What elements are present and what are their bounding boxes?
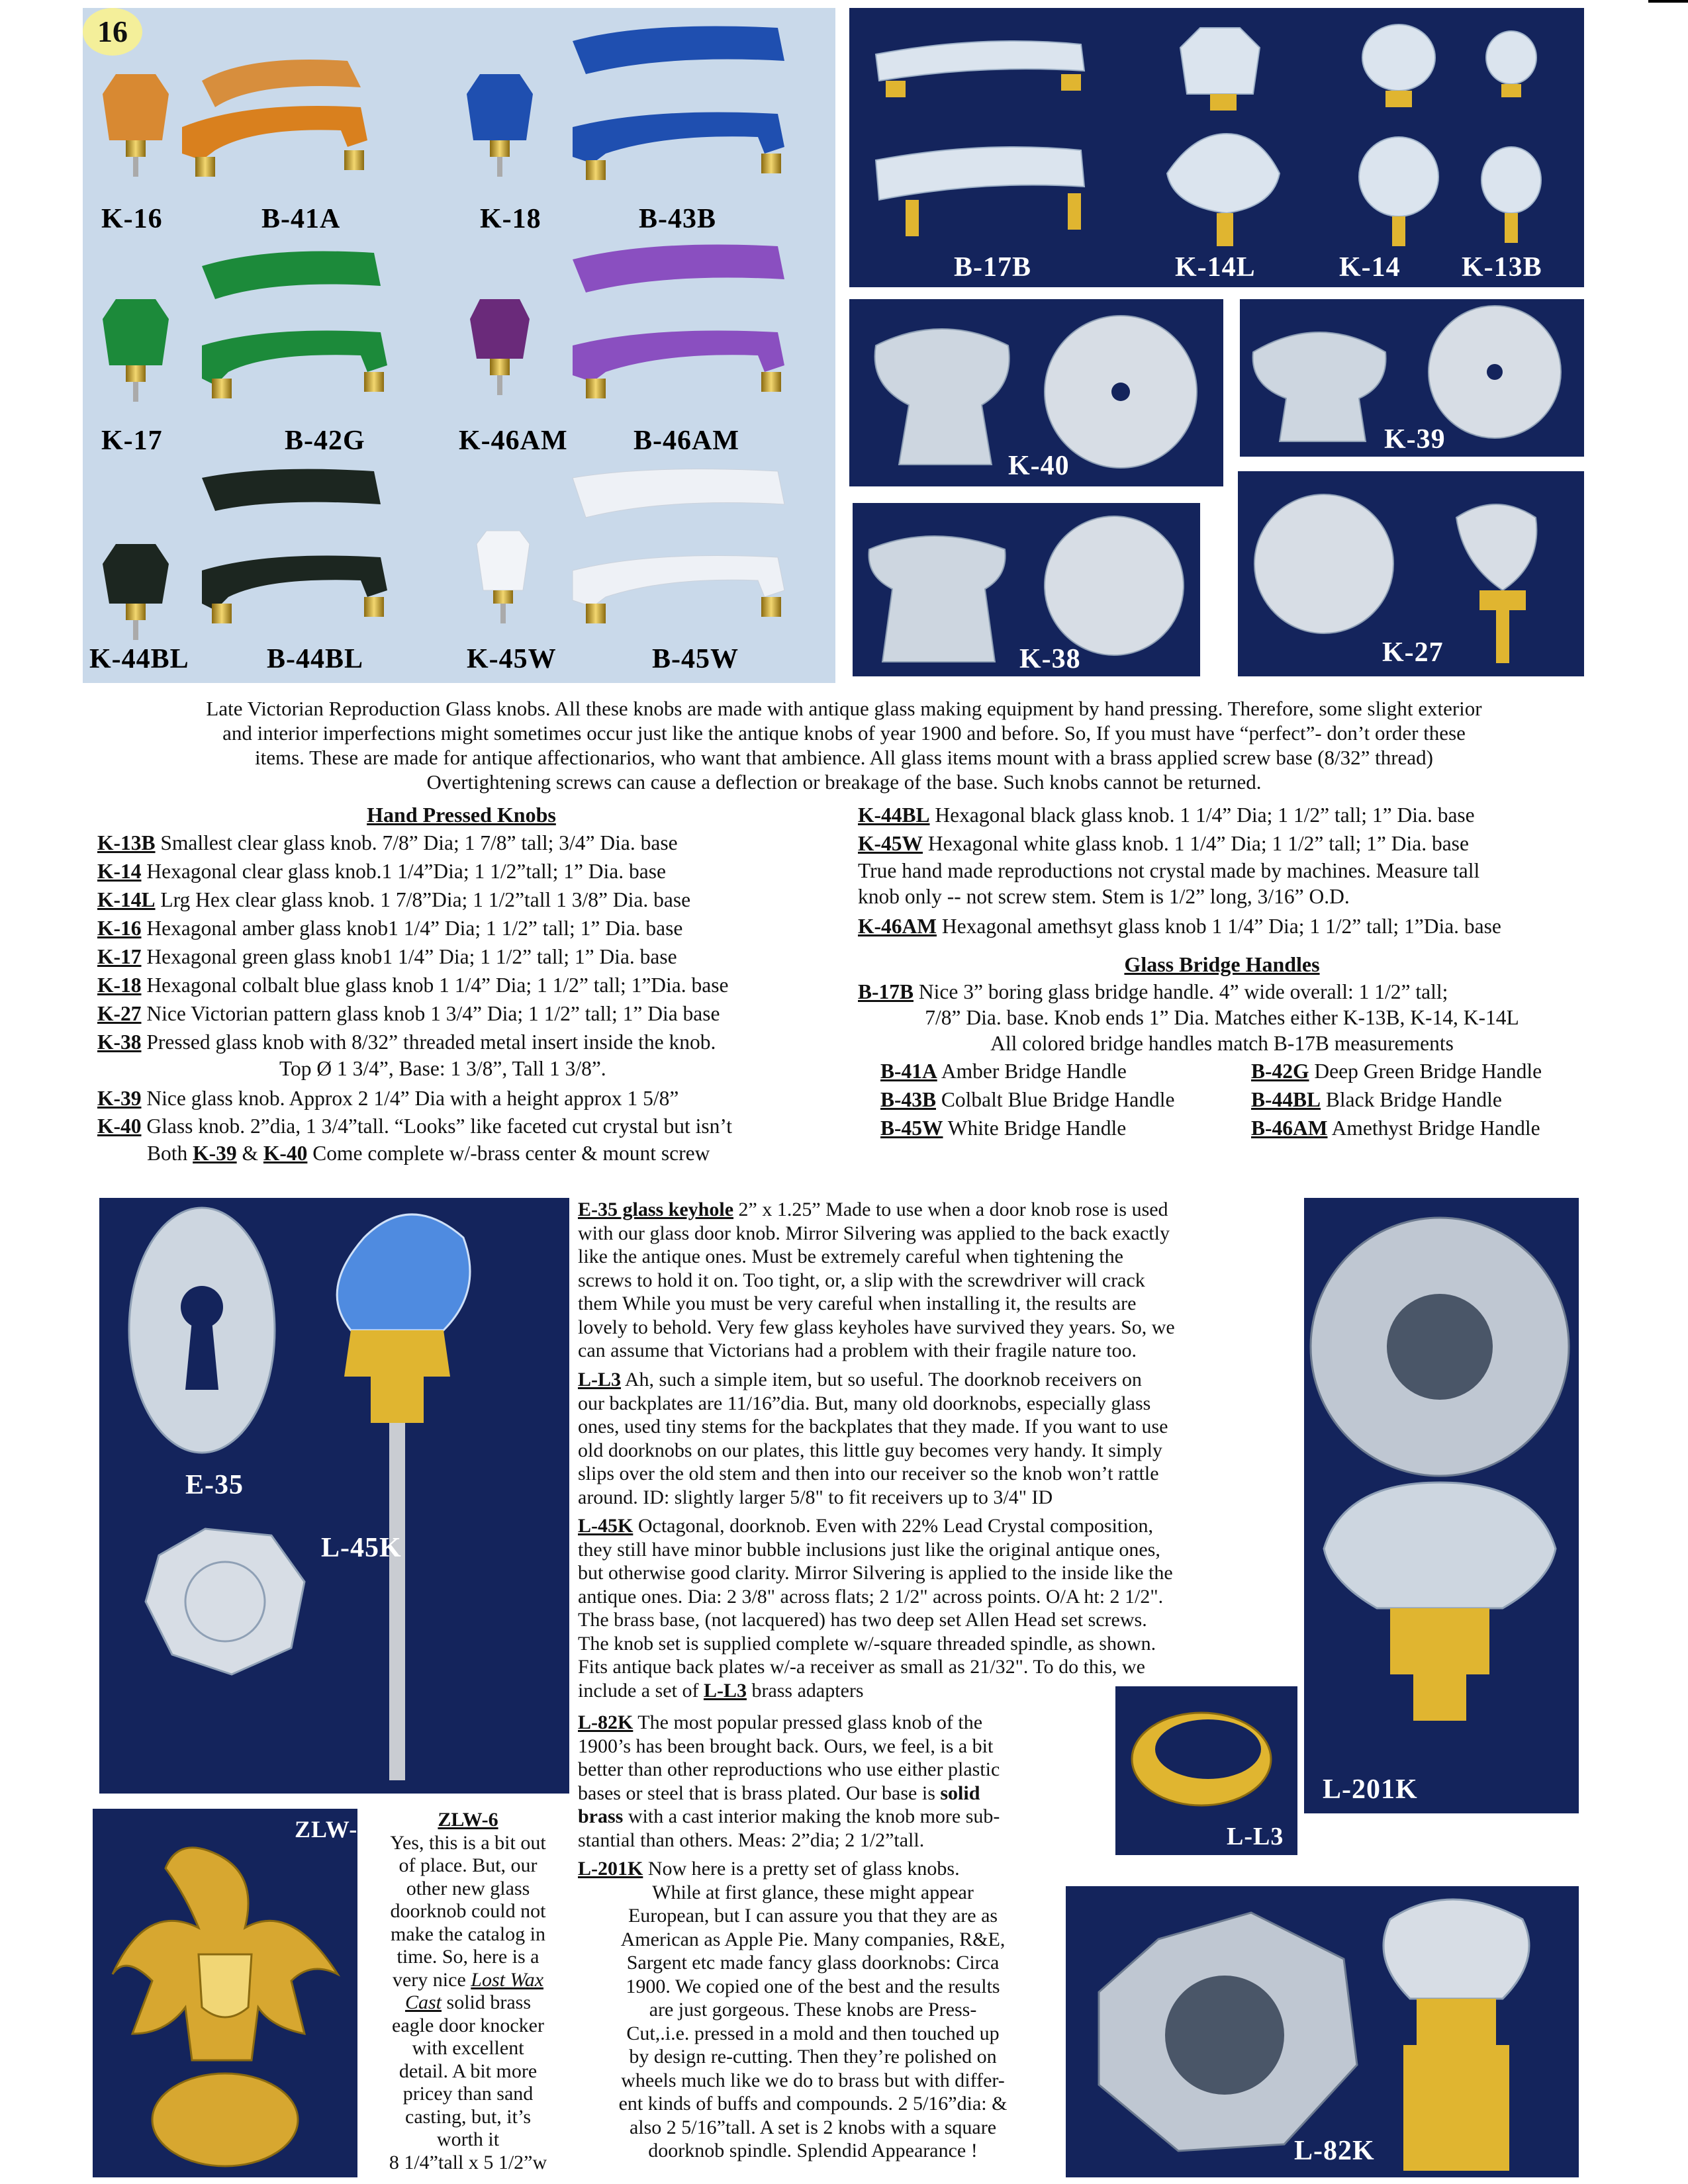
label-b44bl: B-44BL <box>267 644 364 674</box>
zlw6-heading: ZLW-6 <box>438 1809 498 1831</box>
label-b17b: B-17B <box>954 252 1032 283</box>
zlw6-line: very nice Lost Wax <box>392 1968 544 1991</box>
l45k-line: The knob set is supplied complete w/-square threaded spindle, as shown. <box>578 1632 1156 1655</box>
label-k18: K-18 <box>480 204 541 234</box>
e35-line: them While you must be very careful when installing it, the results are <box>578 1293 1137 1314</box>
zlw6-line: time. So, here is a <box>397 1946 539 1968</box>
bridge-handles-grid <box>858 1057 1599 1142</box>
bridge-handles-heading: Glass Bridge Handles <box>1124 952 1320 976</box>
colored-knobs-illustration <box>83 8 835 683</box>
ll3-line: old doorknobs on our plates, this little guy becomes very handy. It simply <box>578 1439 1162 1461</box>
b41a-handle-image <box>182 60 367 177</box>
label-b42g: B-42G <box>285 426 365 456</box>
b17b-line-2: 7/8” Dia. base. Knob ends 1” Dia. Matches either K-13B, K-14, K-14L <box>925 1006 1519 1029</box>
b17b-line-1: B-17B Nice 3” boring glass bridge handle. 4” wide overall: 1 1/2” tall; <box>858 980 1448 1003</box>
l82k-description <box>578 1711 1107 1852</box>
zlw6-line: doorknob could not <box>390 1900 546 1922</box>
e35-line: screws to hold it on. Too tight, or, a slip with the screwdriver will crack <box>578 1269 1145 1291</box>
label-k17: K-17 <box>101 426 163 456</box>
right-knobs-list <box>858 801 1599 1142</box>
l82k-line: better than other reproductions who use either plastic <box>578 1758 1000 1780</box>
list-item: K-40 Glass knob. 2”dia, 1 3/4”tall. “Looks” like faceted cut crystal but isn’t <box>97 1115 733 1138</box>
list-item: K-38 Pressed glass knob with 8/32” threaded metal insert inside the knob. <box>97 1030 716 1054</box>
label-k45w: K-45W <box>467 644 557 674</box>
list-item: B-43B Colbalt Blue Bridge Handle <box>880 1088 1175 1111</box>
l201k-line: also 2 5/16”tall. A set is 2 knobs with a square <box>629 2116 997 2138</box>
corner-mark <box>1648 0 1688 3</box>
e35-line: with our glass door knob. Mirror Silvering was applied to the back exactly <box>578 1222 1170 1244</box>
k39-panel <box>1240 299 1584 457</box>
list-item: K-14 Hexagonal clear glass knob.1 1/4”Dia; 1 1/2”tall; 1” Dia. base <box>97 860 666 883</box>
zlw6-line: pricey than sand <box>402 2083 534 2105</box>
label-ll3: L-L3 <box>1227 1823 1284 1850</box>
zlw6-line: of place. But, our <box>399 1854 538 1876</box>
b46am-handle-image <box>573 245 784 399</box>
label-k27: K-27 <box>1382 637 1444 668</box>
zlw6-line: Yes, this is a bit out <box>390 1831 546 1854</box>
e35-l45k-illustration <box>99 1198 569 1794</box>
label-b45w: B-45W <box>652 644 739 674</box>
zlw6-line: eagle door knocker <box>392 2014 544 2036</box>
intro-paragraph <box>99 696 1589 794</box>
label-e35: E-35 <box>185 1470 244 1500</box>
l201k-illustration <box>1304 1198 1579 1813</box>
l82k-line: bases or steel that is brass plated. Our base is solid <box>578 1782 980 1804</box>
label-b41a: B-41A <box>261 204 341 234</box>
zlw6-line: casting, but, it’s <box>405 2105 531 2128</box>
k27-panel <box>1238 471 1584 676</box>
clear-knobs-illustration <box>849 8 1584 287</box>
l82k-line: stantial than others. Meas: 2”dia; 2 1/2”tall. <box>578 1829 925 1851</box>
list-item: K-18 Hexagonal colbalt blue glass knob 1 1/4” Dia; 1 1/2” tall; 1”Dia. base <box>97 974 729 997</box>
e35-description <box>578 1198 1299 1363</box>
label-k39: K-39 <box>1384 424 1446 455</box>
list-item: K-39 Nice glass knob. Approx 2 1/4” Dia with a height approx 1 5/8” <box>97 1087 679 1110</box>
e35-line: lovely to behold. Very few glass keyholes have survived they years. So, we <box>578 1316 1175 1338</box>
list-note: True hand made reproductions not crystal made by machines. Measure tall <box>858 859 1480 882</box>
intro-line-4: Overtightening screws can cause a deflection or breakage of the base. Such knobs cannot be returned. <box>426 770 1262 794</box>
l201k-line: Cut,.i.e. pressed in a mold and then touched up <box>626 2022 1000 2044</box>
list-item: K-13B Smallest clear glass knob. 7/8” Dia; 1 7/8” tall; 3/4” Dia. base <box>97 831 678 854</box>
colored-knobs-panel <box>83 8 835 683</box>
l45k-line: they still have minor bubble inclusions just like the original antique ones, <box>578 1538 1160 1561</box>
l45k-line: antique ones. Dia: 2 3/8" across flats; 2 1/2" across points. O/A ht: 2 1/2". <box>578 1585 1164 1608</box>
label-k40: K-40 <box>1008 451 1070 481</box>
b44bl-handle-image <box>202 469 387 623</box>
page-number: 16 <box>83 8 142 56</box>
ll3-description <box>578 1368 1299 1509</box>
label-k38: K-38 <box>1019 644 1081 674</box>
ll3-line: slips over the old stem and then into our receiver so the knob won’t rattle <box>578 1463 1159 1484</box>
l201k-line: European, but I can assure you that they are as <box>628 1905 998 1927</box>
l82k-illustration <box>1066 1886 1579 2177</box>
zlw6-line: detail. A bit more <box>399 2060 538 2082</box>
zlw6-line: worth it <box>436 2128 500 2150</box>
e35-line-1: E-35 glass keyhole 2” x 1.25” Made to use when a door knob rose is used <box>578 1199 1168 1220</box>
b43b-handle-image <box>573 26 784 181</box>
ll3-line: around. ID: slightly larger 5/8" to fit receivers up to 3/4" ID <box>578 1486 1053 1508</box>
l201k-description <box>578 1857 1048 2163</box>
ll3-line-1: L-L3 Ah, such a simple item, but so useful. The doorknob receivers on <box>578 1369 1142 1390</box>
l201k-line-1: L-201K Now here is a pretty set of glass knobs. <box>578 1858 960 1880</box>
label-k44bl: K-44BL <box>89 644 189 674</box>
list-item: K-27 Nice Victorian pattern glass knob 1 3/4” Dia; 1 1/2” tall; 1” Dia base <box>97 1002 720 1025</box>
l45k-line: The brass base, (not lacquered) has two deep set Allen Head set screws. <box>578 1609 1147 1631</box>
ll3-line: ones, used tiny stems for the backplates that they made. If you want to use <box>578 1416 1168 1437</box>
l201k-line: While at first glance, these might appear <box>652 1881 974 1903</box>
label-b46am: B-46AM <box>633 426 739 456</box>
l82k-line: 1900’s has been brought back. Ours, we feel, is a bit <box>578 1735 994 1757</box>
l201k-line: wheels much like we do to brass but with differ- <box>621 2069 1005 2091</box>
l201k-line: ent kinds of buffs and compounds. 2 5/16”dia: & <box>618 2093 1008 2115</box>
k45w-knob-image <box>477 531 530 623</box>
k18-knob-image <box>467 74 533 177</box>
e35-line: like the antique ones. Must be extremely careful when tightening the <box>578 1246 1123 1267</box>
hand-pressed-heading: Hand Pressed Knobs <box>367 803 556 827</box>
zlw6-panel <box>93 1809 371 2177</box>
intro-line-3: items. These are made for antique affectionarios, who want that ambience. All glass items mount with a brass applied screw base (8/32” thread) <box>255 746 1433 769</box>
list-item: B-44BL Black Bridge Handle <box>1251 1088 1502 1111</box>
label-k14: K-14 <box>1339 252 1401 283</box>
zlw6-line: Cast solid brass <box>404 1991 532 2013</box>
zlw6-line: with excellent <box>412 2037 524 2059</box>
k16-knob-image <box>103 74 169 177</box>
zlw6-description <box>365 1809 571 2174</box>
l201k-line: doorknob spindle. Splendid Appearance ! <box>648 2140 978 2161</box>
l82k-panel <box>1066 1886 1579 2177</box>
intro-line-1: Late Victorian Reproduction Glass knobs. All these knobs are made with antique glass making equipment by hand pressing. Therefore, some slight exterior <box>206 697 1482 720</box>
list-item: K-16 Hexagonal amber glass knob1 1/4” Dia; 1 1/2” tall; 1” Dia. base <box>97 917 683 940</box>
list-item: B-42G Deep Green Bridge Handle <box>1251 1060 1542 1083</box>
label-l45k: L-45K <box>321 1533 402 1563</box>
list-item: K-46AM Hexagonal amethsyt glass knob 1 1/4” Dia; 1 1/2” tall; 1”Dia. base <box>858 915 1501 938</box>
l45k-line-last: include a set of L-L3 brass adapters <box>578 1679 864 1702</box>
label-zlw6: ZLW-6 <box>295 1816 371 1843</box>
l45k-line: but otherwise good clarity. Mirror Silvering is applied to the inside like the <box>578 1562 1173 1584</box>
l82k-line: brass with a cast interior making the knob more sub- <box>578 1805 1000 1827</box>
ll3-line: our backplates are 11/16”dia. But, many old doorknobs, especially glass <box>578 1392 1151 1414</box>
label-k16: K-16 <box>101 204 163 234</box>
l201k-line: Sargent etc made fancy glass doorknobs: Circa <box>626 1952 1000 1974</box>
l45k-line: Fits antique back plates w/-a receiver as small as 21/32". To do this, we <box>578 1656 1145 1678</box>
l82k-line-1: L-82K The most popular pressed glass knob of the <box>578 1711 983 1733</box>
list-item: K-44BL Hexagonal black glass knob. 1 1/4” Dia; 1 1/2” tall; 1” Dia. base <box>858 803 1475 827</box>
l201k-line: by design re-cutting. Then they’re polished on <box>629 2046 997 2068</box>
e35-l45k-panel <box>99 1198 569 1794</box>
ll3-panel <box>1115 1686 1297 1855</box>
k40-panel <box>849 299 1223 486</box>
list-item: K-14L Lrg Hex clear glass knob. 1 7/8”Dia; 1 1/2”tall 1 3/8” Dia. base <box>97 888 691 911</box>
list-item: K-17 Hexagonal green glass knob1 1/4” Dia; 1 1/2” tall; 1” Dia. base <box>97 945 677 968</box>
intro-line-2: and interior imperfections might sometimes occur just like the antique knobs of year 1900 and before. So, If you must have “perfect”- don’t order these <box>222 721 1466 745</box>
l201k-line: 1900. We copied one of the best and the results <box>626 1975 1000 1997</box>
list-item: B-41A Amber Bridge Handle <box>880 1060 1127 1083</box>
e35-line: can assume that Victorians had a problem with their fragile nature too. <box>578 1340 1137 1361</box>
l45k-description <box>578 1514 1299 1702</box>
clear-knobs-panel <box>849 8 1584 287</box>
label-k13b: K-13B <box>1462 252 1542 283</box>
list-item-cont: Top Ø 1 3/4”, Base: 1 3/8”, Tall 1 3/8”. <box>279 1057 606 1080</box>
label-b43b: B-43B <box>639 204 717 234</box>
b45w-handle-image <box>573 469 784 623</box>
list-item-both: Both K-39 & K-40 Come complete w/-brass center & mount screw <box>147 1142 710 1165</box>
list-note: knob only -- not screw stem. Stem is 1/2” long, 3/16” O.D. <box>858 885 1350 908</box>
label-l201k: L-201K <box>1323 1774 1418 1805</box>
k17-knob-image <box>103 299 169 402</box>
b17b-line-3: All colored bridge handles match B-17B measurements <box>990 1032 1454 1055</box>
zlw6-line: 8 1/4”tall x 5 1/2”w <box>389 2151 547 2173</box>
label-k14l: K-14L <box>1175 252 1256 283</box>
list-item: B-46AM Amethyst Bridge Handle <box>1251 1116 1540 1140</box>
label-k46am: K-46AM <box>459 426 568 456</box>
l201k-line: are just gorgeous. These knobs are Press- <box>649 1999 977 2021</box>
l45k-line-1: L-45K Octagonal, doorknob. Even with 22% Lead Crystal composition, <box>578 1515 1154 1537</box>
k38-panel <box>853 503 1200 676</box>
l201k-panel <box>1304 1198 1579 1813</box>
zlw6-line: other new glass <box>406 1877 530 1899</box>
label-l82k: L-82K <box>1294 2136 1375 2166</box>
k44bl-knob-image <box>103 544 169 640</box>
k46am-knob-image <box>470 299 530 395</box>
list-item: K-45W Hexagonal white glass knob. 1 1/4” Dia; 1 1/2” tall; 1” Dia. base <box>858 832 1469 855</box>
zlw6-eagle-illustration <box>93 1809 357 2177</box>
b42g-handle-image <box>202 251 387 399</box>
l201k-line: American as Apple Pie. Many companies, R&E, <box>620 1928 1006 1950</box>
list-item: B-45W White Bridge Handle <box>880 1116 1127 1140</box>
hand-pressed-knobs-list <box>97 801 852 1167</box>
zlw6-line: make the catalog in <box>390 1923 546 1945</box>
